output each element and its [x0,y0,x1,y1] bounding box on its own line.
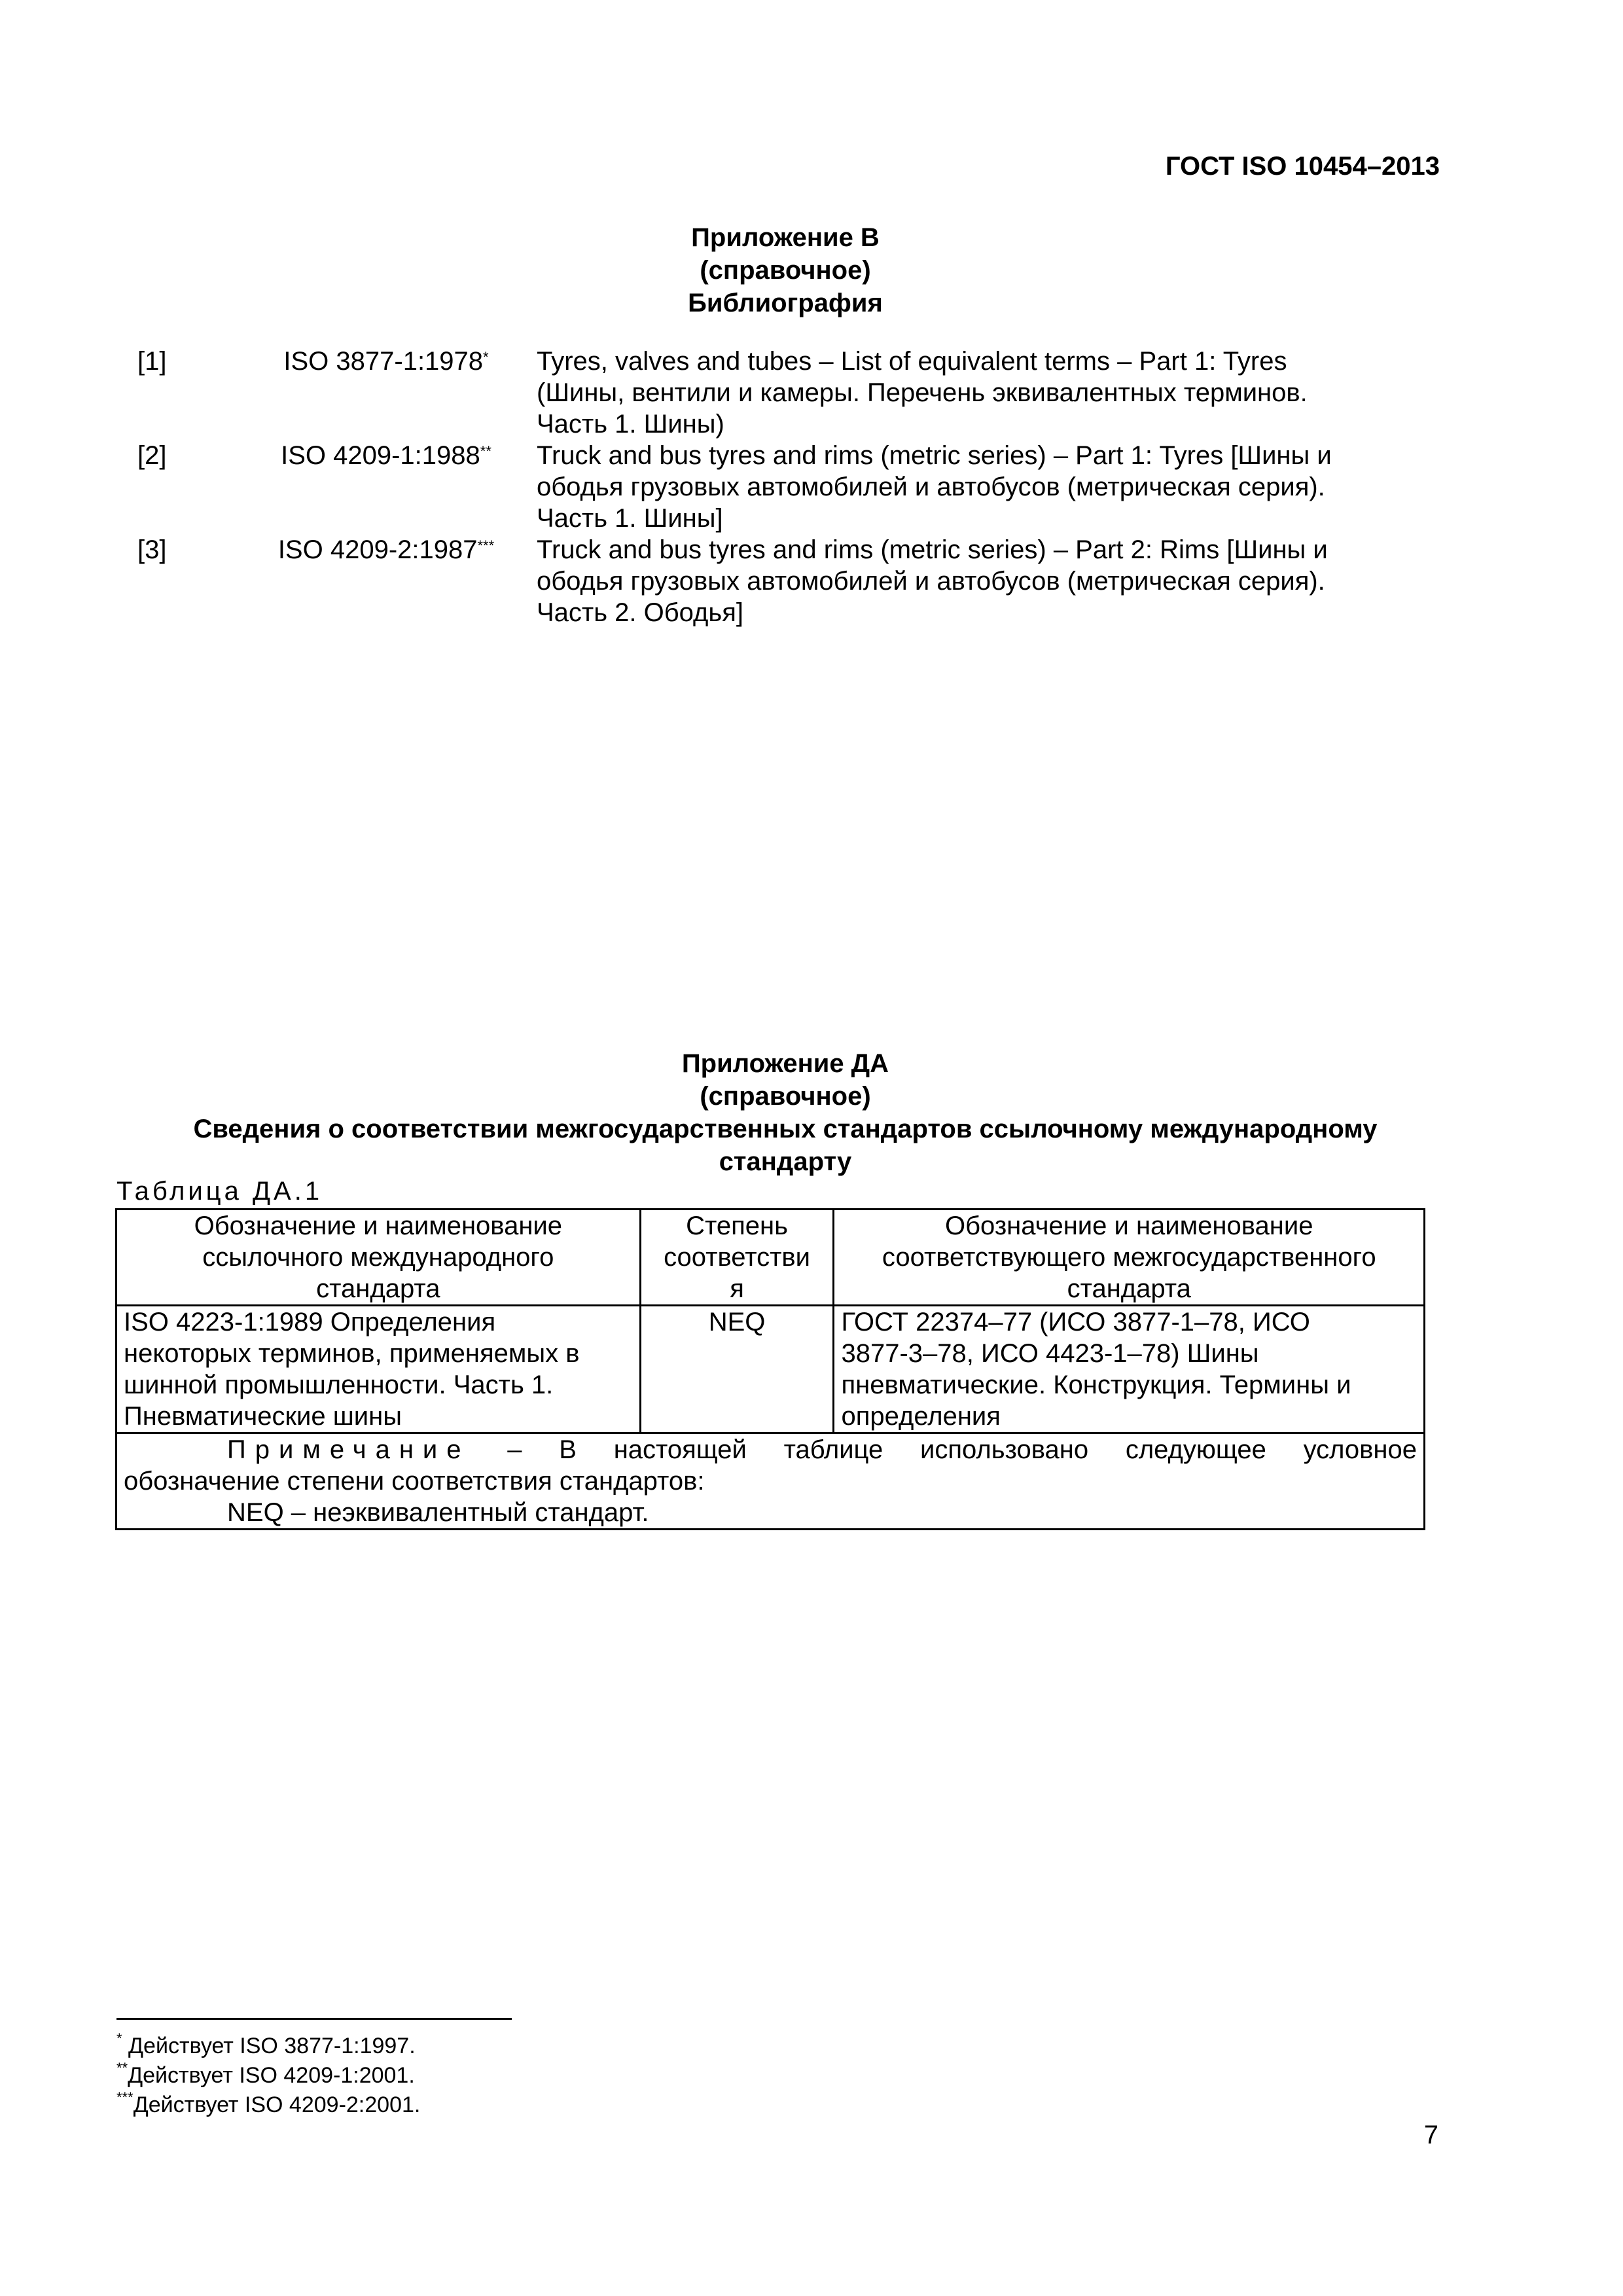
note-line-3: NEQ – неэквивалентный стандарт. [227,1498,649,1527]
bibliography-item-code: ISO 4209-2:1987*** [277,535,495,564]
table-header-cell: Обозначение и наименование соответствующего межгосударственного стандарта [834,1210,1425,1306]
table-cell-interstate-standard: ГОСТ 22374–77 (ИСО 3877-1–78, ИСО 3877-3–78, ИСО 4423-1–78) Шины пневматические. Конструкция. Термины и определения [834,1306,1425,1433]
bibliography-item-code: ISO 4209-1:1988** [281,441,491,470]
note-label: Примечание [227,1435,471,1464]
appendix-da-section-heading-1: Сведения о соответствии межгосударственных стандартов ссылочному международному [193,1115,1378,1143]
appendix-da-status: (справочное) [700,1082,871,1111]
page-number: 7 [1423,2121,1438,2149]
note-line-1: Примечание – В настоящей таблице использовано следующее условное [227,1435,1417,1464]
bibliography-item-title: Truck and bus tyres and rims (metric series) – Part 2: Rims [Шины и ободья грузовых автомобилей и автобусов (метрическая серия). Часть 2. Ободья] [537,535,1328,627]
table-note-row [116,1433,1425,1530]
table-header-row [116,1210,1425,1306]
bibliography-item-code: ISO 3877-1:1978* [283,347,489,376]
appendix-b-title: Приложение В [691,223,880,252]
table-header-cell: Обозначение и наименование ссылочного международного стандарта [116,1210,641,1306]
appendix-da-title: Приложение ДА [681,1049,889,1078]
footnote-mark: ** [480,443,491,459]
table-note-cell [116,1433,1425,1530]
footnote-mark: *** [477,537,495,554]
bibliography-item [137,534,1420,628]
table-label: Таблица ДА.1 [116,1177,323,1206]
footnote-separator [116,2018,512,2020]
table-cell-international-standard: ISO 4223-1:1989 Определения некоторых терминов, применяемых в шинной промышленности. Часть 1. Пневматические шины [116,1306,641,1433]
appendix-b-heading [0,221,1571,319]
appendix-b-section-heading: Библиография [688,289,883,317]
appendix-b-status: (справочное) [700,256,871,285]
bibliography-item-number: [3] [137,535,167,564]
bibliography-list [137,346,1420,628]
bibliography-item-number: [1] [137,347,167,376]
footnotes [116,2032,420,2120]
table-cell-correspondence-degree: NEQ [640,1306,834,1433]
document-code: ГОСТ ISO 10454–2013 [1165,152,1440,181]
table-header-cell: Степень соответстви я [640,1210,834,1306]
appendix-da-heading [0,1047,1571,1178]
bibliography-item-title: Truck and bus tyres and rims (metric series) – Part 1: Tyres [Шины и ободья грузовых автомобилей и автобусов (метрическая серия). Часть 1. Шины] [537,441,1332,533]
footnote-mark: * [483,349,489,365]
bibliography-item [137,346,1420,440]
footnote: ***Действует ISO 4209-2:2001. [116,2089,421,2117]
footnote: **Действует ISO 4209-1:2001. [116,2060,415,2088]
footnote: * Действует ISO 3877-1:1997. [116,2030,416,2058]
table-row [116,1306,1425,1433]
bibliography-item-number: [2] [137,441,167,470]
correspondence-table [115,1208,1425,1530]
bibliography-item-title: Tyres, valves and tubes – List of equivalent terms – Part 1: Tyres (Шины, вентили и камеры. Перечень эквивалентных терминов. Часть 1. Шины) [537,347,1308,439]
appendix-da-section-heading-2: стандарту [719,1147,852,1176]
note-line-2: обозначение степени соответствия стандартов: [124,1467,705,1496]
bibliography-item [137,440,1420,534]
